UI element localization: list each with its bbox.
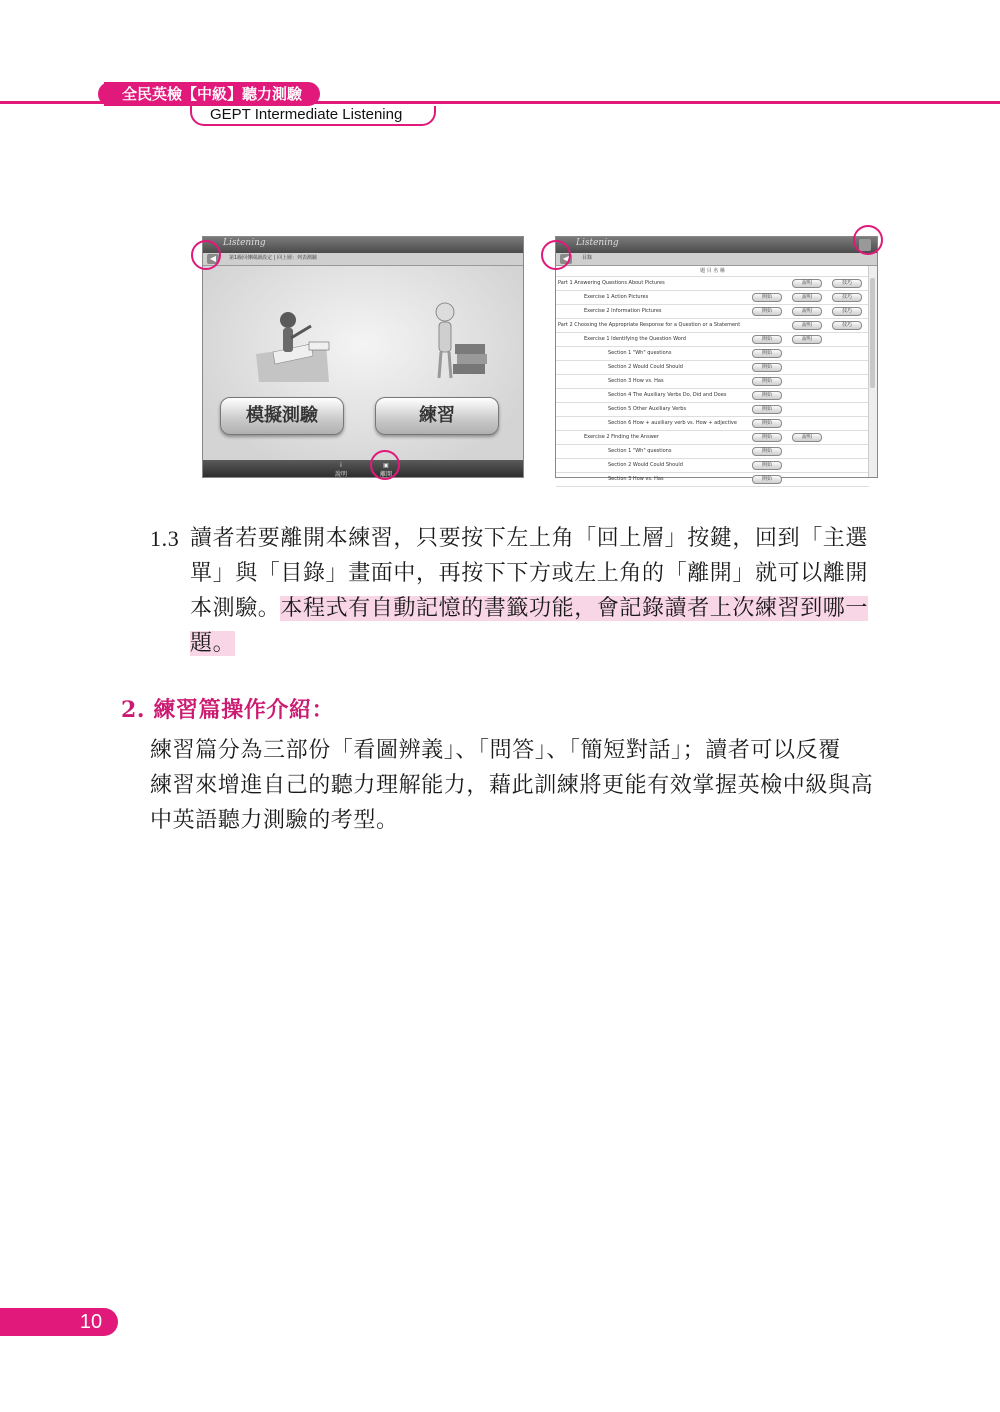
info-icon: i (340, 462, 342, 469)
paragraph-line: 練習來增進自己的聽力理解能力，藉此訓練將更能有效掌握英檢中級與高 (150, 773, 874, 798)
highlighted-text: 本程式有自動記憶的書籤功能，會記錄讀者上次練習到哪一 (280, 596, 869, 621)
start-button[interactable]: 開始 (752, 363, 782, 372)
paragraph-line (190, 591, 890, 626)
explain-button[interactable]: 說明 (792, 335, 822, 344)
info-button[interactable] (331, 462, 351, 478)
exit-icon: ▣ (383, 462, 389, 469)
list-item-label: Part 2 Choosing the Appropriate Response for a Question or a Statement (558, 322, 741, 328)
list-item-label: Exercise 2 Information Pictures (584, 308, 662, 314)
menu-stage (203, 266, 523, 462)
info-label: 說明 (334, 471, 347, 478)
list-item (556, 277, 869, 291)
start-button[interactable]: 開始 (752, 307, 782, 316)
book-title: 全民英檢【中級】聽力測驗 (104, 82, 320, 106)
breadcrumb: 目錄 (582, 255, 593, 261)
list-item-label: Section 2 Would Could Should (608, 364, 683, 370)
text: 本測驗。 (190, 596, 281, 621)
explain-button[interactable]: 說明 (792, 321, 822, 330)
list-item-label: Section 3 How vs. Has (608, 378, 664, 384)
list-item (556, 459, 869, 473)
list-item-label: Exercise 2 Finding the Answer (584, 434, 659, 440)
start-button[interactable]: 開始 (752, 335, 782, 344)
list-item (556, 361, 869, 375)
list-item-label: Section 1 "Wh" questions (608, 350, 672, 356)
table-of-contents-screenshot (555, 236, 878, 482)
start-button[interactable]: 開始 (752, 419, 782, 428)
list-item-label: Section 1 "Wh" questions (608, 448, 672, 454)
start-button[interactable]: 開始 (752, 349, 782, 358)
study-figure-icon (421, 294, 491, 384)
back-arrow-icon[interactable]: ◀ (207, 254, 219, 264)
exit-button-highlight-circle (370, 450, 400, 480)
explain-button[interactable]: 說明 (792, 293, 822, 302)
back-arrow-icon[interactable]: ◀ (560, 254, 572, 264)
list-item (556, 305, 869, 319)
list-item-label: Part 1 Answering Questions About Pictures (558, 280, 665, 286)
paragraph-line: 讀者若要離開本練習，只要按下左上角「回上層」按鍵，回到「主選 (190, 526, 869, 551)
section-1-3-paragraph (190, 521, 890, 661)
main-menu-screenshot (202, 236, 524, 478)
start-button[interactable]: 開始 (752, 461, 782, 470)
section-2-heading: 2. 練習篇操作介紹： (121, 697, 335, 723)
list-item-label: Section 2 Would Could Should (608, 462, 683, 468)
mock-test-button[interactable]: 模擬測驗 (220, 397, 344, 435)
list-item (556, 291, 869, 305)
paragraph-line: 中英語聽力測驗的考型。 (150, 808, 399, 833)
tips-button[interactable]: 技巧 (832, 321, 862, 330)
list-item-label: Section 3 How vs. Has (608, 476, 664, 482)
section-number: 1.3 (150, 526, 180, 551)
list-item-label: Exercise 1 Identifying the Question Word (584, 336, 686, 342)
scrollbar[interactable] (868, 266, 877, 477)
start-button[interactable]: 開始 (752, 293, 782, 302)
quiz-figure-icon (251, 294, 331, 384)
app-logo: Listening (223, 238, 266, 248)
start-button[interactable]: 開始 (752, 391, 782, 400)
list-item (556, 389, 869, 403)
paragraph-line: 單」與「目錄」畫面中，再按下下方或左上角的「離開」就可以離開 (190, 561, 869, 586)
list-item (556, 347, 869, 361)
explain-button[interactable]: 說明 (792, 307, 822, 316)
list-item-label: Exercise 1 Action Pictures (584, 294, 649, 300)
app-navbar (556, 253, 877, 266)
start-button[interactable]: 開始 (752, 475, 782, 484)
start-button[interactable]: 開始 (752, 433, 782, 442)
breadcrumb: 第1級回傳閱讀設定 | 回上層：列表測驗 (229, 255, 318, 261)
list-item (556, 319, 869, 333)
list-item-label: Section 4 The Auxiliary Verbs Do, Did and Does (608, 392, 727, 398)
list-item (556, 473, 869, 487)
scroll-thumb[interactable] (870, 278, 875, 388)
app-navbar (203, 253, 523, 266)
list-item-label: Section 6 How + auxiliary verb vs. How + adjective (608, 420, 737, 426)
tips-button[interactable]: 技巧 (832, 307, 862, 316)
section-2-paragraph (150, 733, 890, 838)
list-item-label: Section 5 Other Auxiliary Verbs (608, 406, 687, 412)
app-titlebar (556, 237, 877, 253)
back-button-highlight-circle (191, 240, 221, 270)
list-item (556, 403, 869, 417)
start-button[interactable]: 開始 (752, 377, 782, 386)
book-subtitle: GEPT Intermediate Listening (190, 106, 436, 126)
explain-button[interactable]: 說明 (792, 433, 822, 442)
practice-button[interactable]: 練習 (375, 397, 499, 435)
paragraph-line (190, 626, 890, 661)
back-button-highlight-circle (541, 240, 571, 270)
start-button[interactable]: 開始 (752, 405, 782, 414)
exit-button-highlight-circle (853, 225, 883, 255)
start-button[interactable]: 開始 (752, 447, 782, 456)
list-item (556, 431, 869, 445)
tips-button[interactable]: 技巧 (832, 279, 862, 288)
paragraph-line: 練習篇分為三部份「看圖辨義」、「問答」、「簡短對話」；讀者可以反覆 (150, 738, 841, 763)
explain-button[interactable]: 說明 (792, 279, 822, 288)
list-item (556, 445, 869, 459)
highlighted-text: 題。 (190, 631, 236, 656)
list-item (556, 417, 869, 431)
list-item (556, 333, 869, 347)
app-bottom-bar (203, 460, 523, 477)
list-item (556, 375, 869, 389)
exit-label: 離開 (379, 471, 392, 478)
tips-button[interactable]: 技巧 (832, 293, 862, 302)
app-logo: Listening (576, 238, 619, 248)
list-header: 題 目 名 稱 (556, 266, 869, 277)
page-number: 10 (79, 1311, 103, 1333)
app-titlebar (203, 237, 523, 253)
